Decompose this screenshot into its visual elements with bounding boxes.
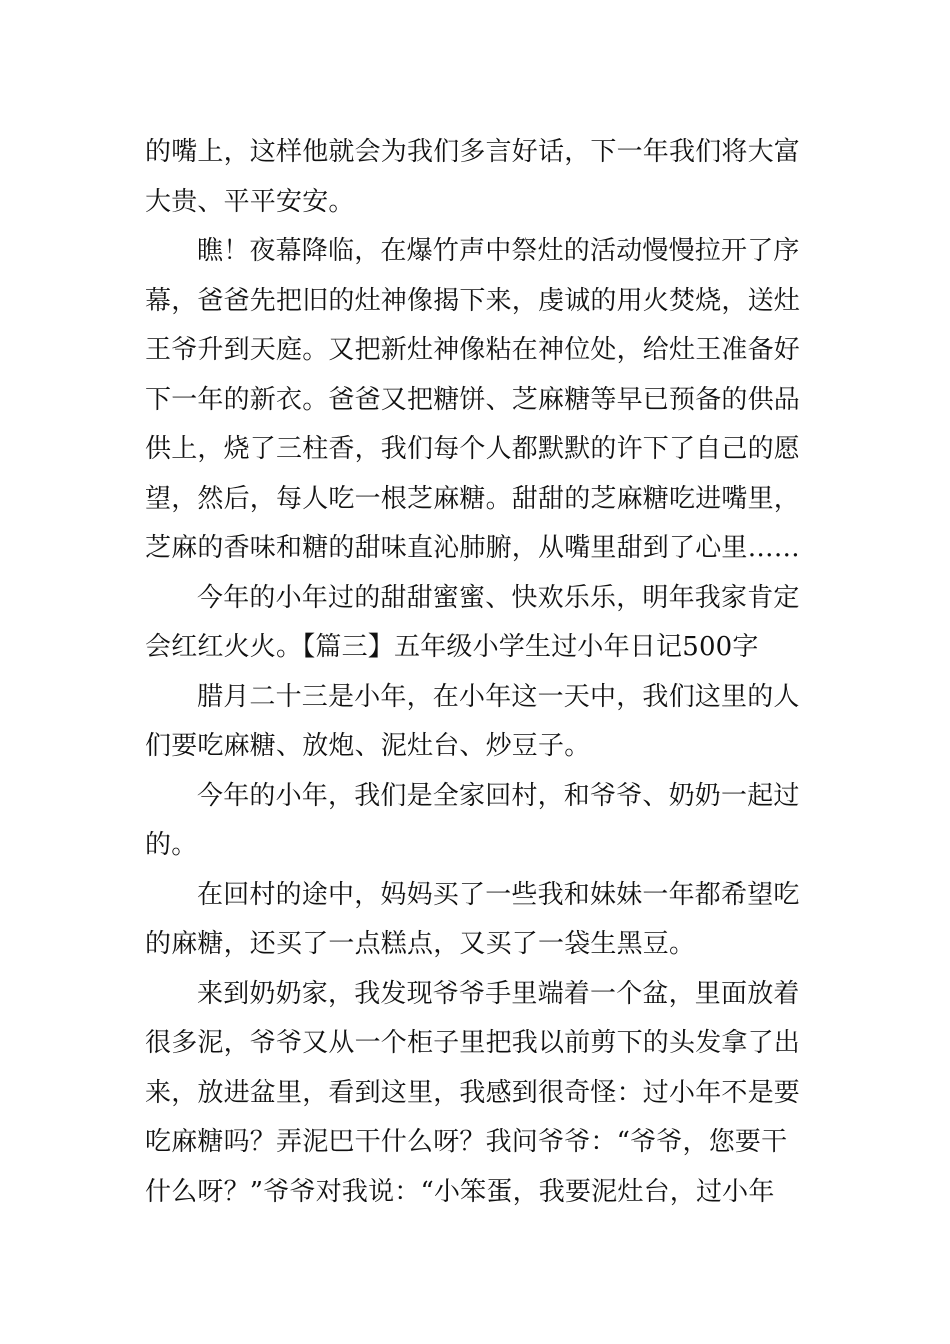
text-line: 王爷升到天庭。又把新灶神像粘在神位处，给灶王准备好: [145, 335, 801, 365]
text-line: 瞧！夜幕降临，在爆竹声中祭灶的活动慢慢拉开了序: [197, 236, 800, 266]
text-line: 腊月二十三是小年，在小年这一天中，我们这里的人: [197, 681, 800, 712]
document-body: [145, 128, 810, 1217]
text-line: 们要吃麻糖、放炮、泥灶台、炒豆子。: [145, 731, 591, 761]
text-line: 来，放进盆里，看到这里，我感到很奇怪：过小年不是要: [145, 1077, 801, 1108]
text-line: 的。: [145, 830, 198, 860]
text-line: 吃麻糖吗？弄泥巴干什么呀？我问爷爷：“爷爷，您要干: [145, 1127, 788, 1157]
text-line: 的麻糖，还买了一点糕点，又买了一袋生黑豆。: [145, 929, 696, 959]
text-line: 望，然后，每人吃一根芝麻糖。甜甜的芝麻糖吃进嘴里，: [145, 483, 801, 514]
text-line: 来到奶奶家，我发现爷爷手里端着一个盆，里面放着: [197, 978, 800, 1009]
text-lines: [145, 128, 810, 1217]
text-line: 今年的小年过的甜甜蜜蜜、快欢乐乐，明年我家肯定: [197, 582, 800, 613]
text-line: 大贵、平平安安。: [145, 186, 355, 217]
text-line: 幕，爸爸先把旧的灶神像揭下来，虔诚的用火焚烧，送灶: [145, 285, 801, 316]
text-line: 今年的小年，我们是全家回村，和爷爷、奶奶一起过: [197, 780, 800, 811]
text-line: 会红红火火。【篇三】五年级小学生过小年日记500字: [145, 632, 759, 662]
text-line: 什么呀？”爷爷对我说：“小笨蛋，我要泥灶台，过小年: [145, 1176, 775, 1207]
text-line: 在回村的途中，妈妈买了一些我和妹妹一年都希望吃: [197, 879, 800, 910]
text-line: 芝麻的香味和糖的甜味直沁肺腑，从嘴里甜到了心里……: [145, 533, 801, 563]
text-line: 很多泥，爷爷又从一个柜子里把我以前剪下的头发拿了出: [145, 1028, 801, 1058]
text-line: 下一年的新衣。爸爸又把糖饼、芝麻糖等早已预备的供品: [145, 384, 801, 415]
text-line: 的嘴上，这样他就会为我们多言好话，下一年我们将大富: [145, 137, 801, 167]
text-line: 供上，烧了三柱香，我们每个人都默默的许下了自己的愿: [145, 434, 801, 464]
